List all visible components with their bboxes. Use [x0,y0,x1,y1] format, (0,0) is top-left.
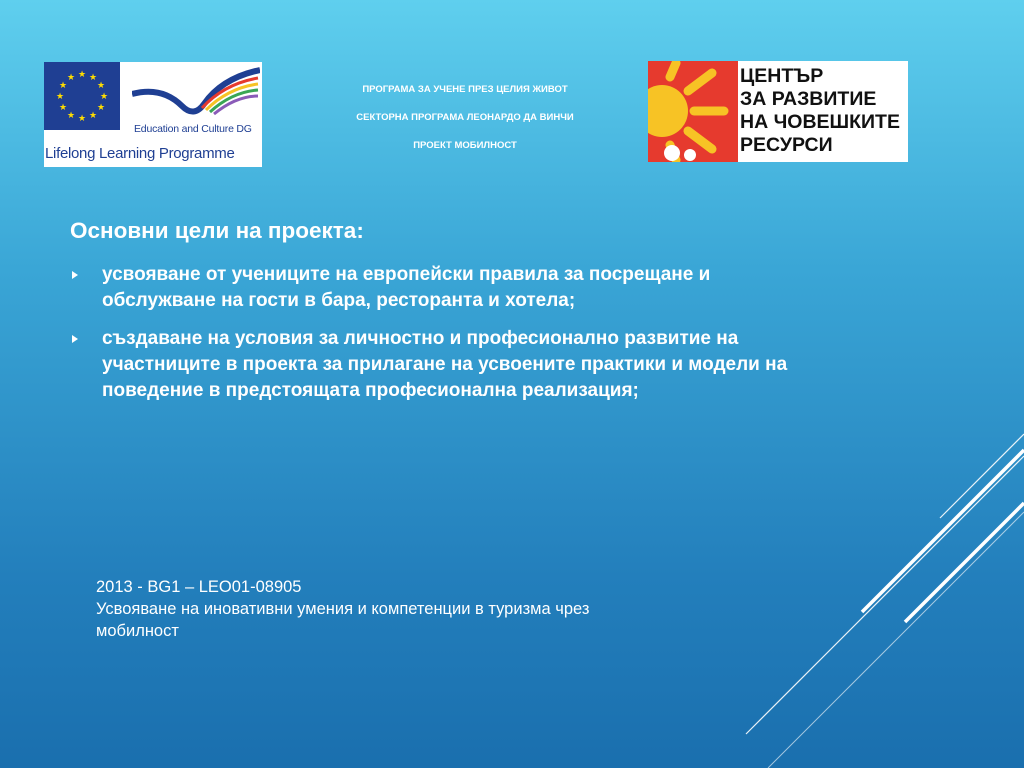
bullet-arrow-icon [72,271,78,279]
education-culture-swoosh-icon [132,64,260,126]
eu-flag-icon [44,62,120,130]
svg-text:★: ★ [55,92,65,102]
hr-line-1: ЦЕНТЪР [740,65,824,87]
objective-item [70,262,810,314]
project-title-line-2: мобилност [96,622,179,640]
objectives-list [70,262,810,416]
sun-icon [648,61,738,162]
header-line-2: СЕКТОРНА ПРОГРАМА ЛЕОНАРДО ДА ВИНЧИ [356,112,574,123]
svg-text:★: ★ [77,70,87,80]
lifelong-learning-label: Lifelong Learning Programme [45,145,235,162]
svg-text:★: ★ [99,92,109,102]
svg-text:★: ★ [66,73,76,83]
objective-text: усвояване от учениците на европейски правила за посрещане и обслужване на гости в бара, ресторанта и хотела; [102,264,711,311]
hr-development-center-logo [648,61,908,162]
header-line-3: ПРОЕКТ МОБИЛНОСТ [413,140,517,151]
svg-text:★: ★ [58,81,68,91]
objective-text: създаване на условия за личностно и професионално развитие на участниците в проекта за прилагане на усвоените практики и модели на поведение в предстоящата професионална реализация; [102,328,788,401]
svg-text:★: ★ [96,103,106,113]
project-footer [96,576,589,642]
eu-lifelong-learning-logo [44,62,262,167]
project-title-line-1: Усвояване на иновативни умения и компетенции в туризма чрез [96,600,590,618]
section-title: Основни цели на проекта: [70,218,364,243]
header-line-1: ПРОГРАМА ЗА УЧЕНЕ ПРЕЗ ЦЕЛИЯ ЖИВОТ [362,84,568,95]
education-culture-dg-label: Education and Culture DG [134,123,252,135]
hr-center-name [740,65,900,157]
svg-text:★: ★ [58,103,68,113]
bullet-arrow-icon [72,335,78,343]
svg-text:★: ★ [77,114,87,124]
svg-text:★: ★ [88,73,98,83]
hr-line-2: ЗА РАЗВИТИЕ [740,88,877,110]
programme-header [300,76,630,160]
svg-text:★: ★ [88,111,98,121]
hr-line-4: РЕСУРСИ [740,134,833,156]
hr-line-3: НА ЧОВЕШКИТЕ [740,111,900,133]
svg-text:★: ★ [96,81,106,91]
svg-text:★: ★ [66,111,76,121]
project-code: 2013 - BG1 – LEO01-08905 [96,578,302,596]
objective-item [70,326,810,404]
